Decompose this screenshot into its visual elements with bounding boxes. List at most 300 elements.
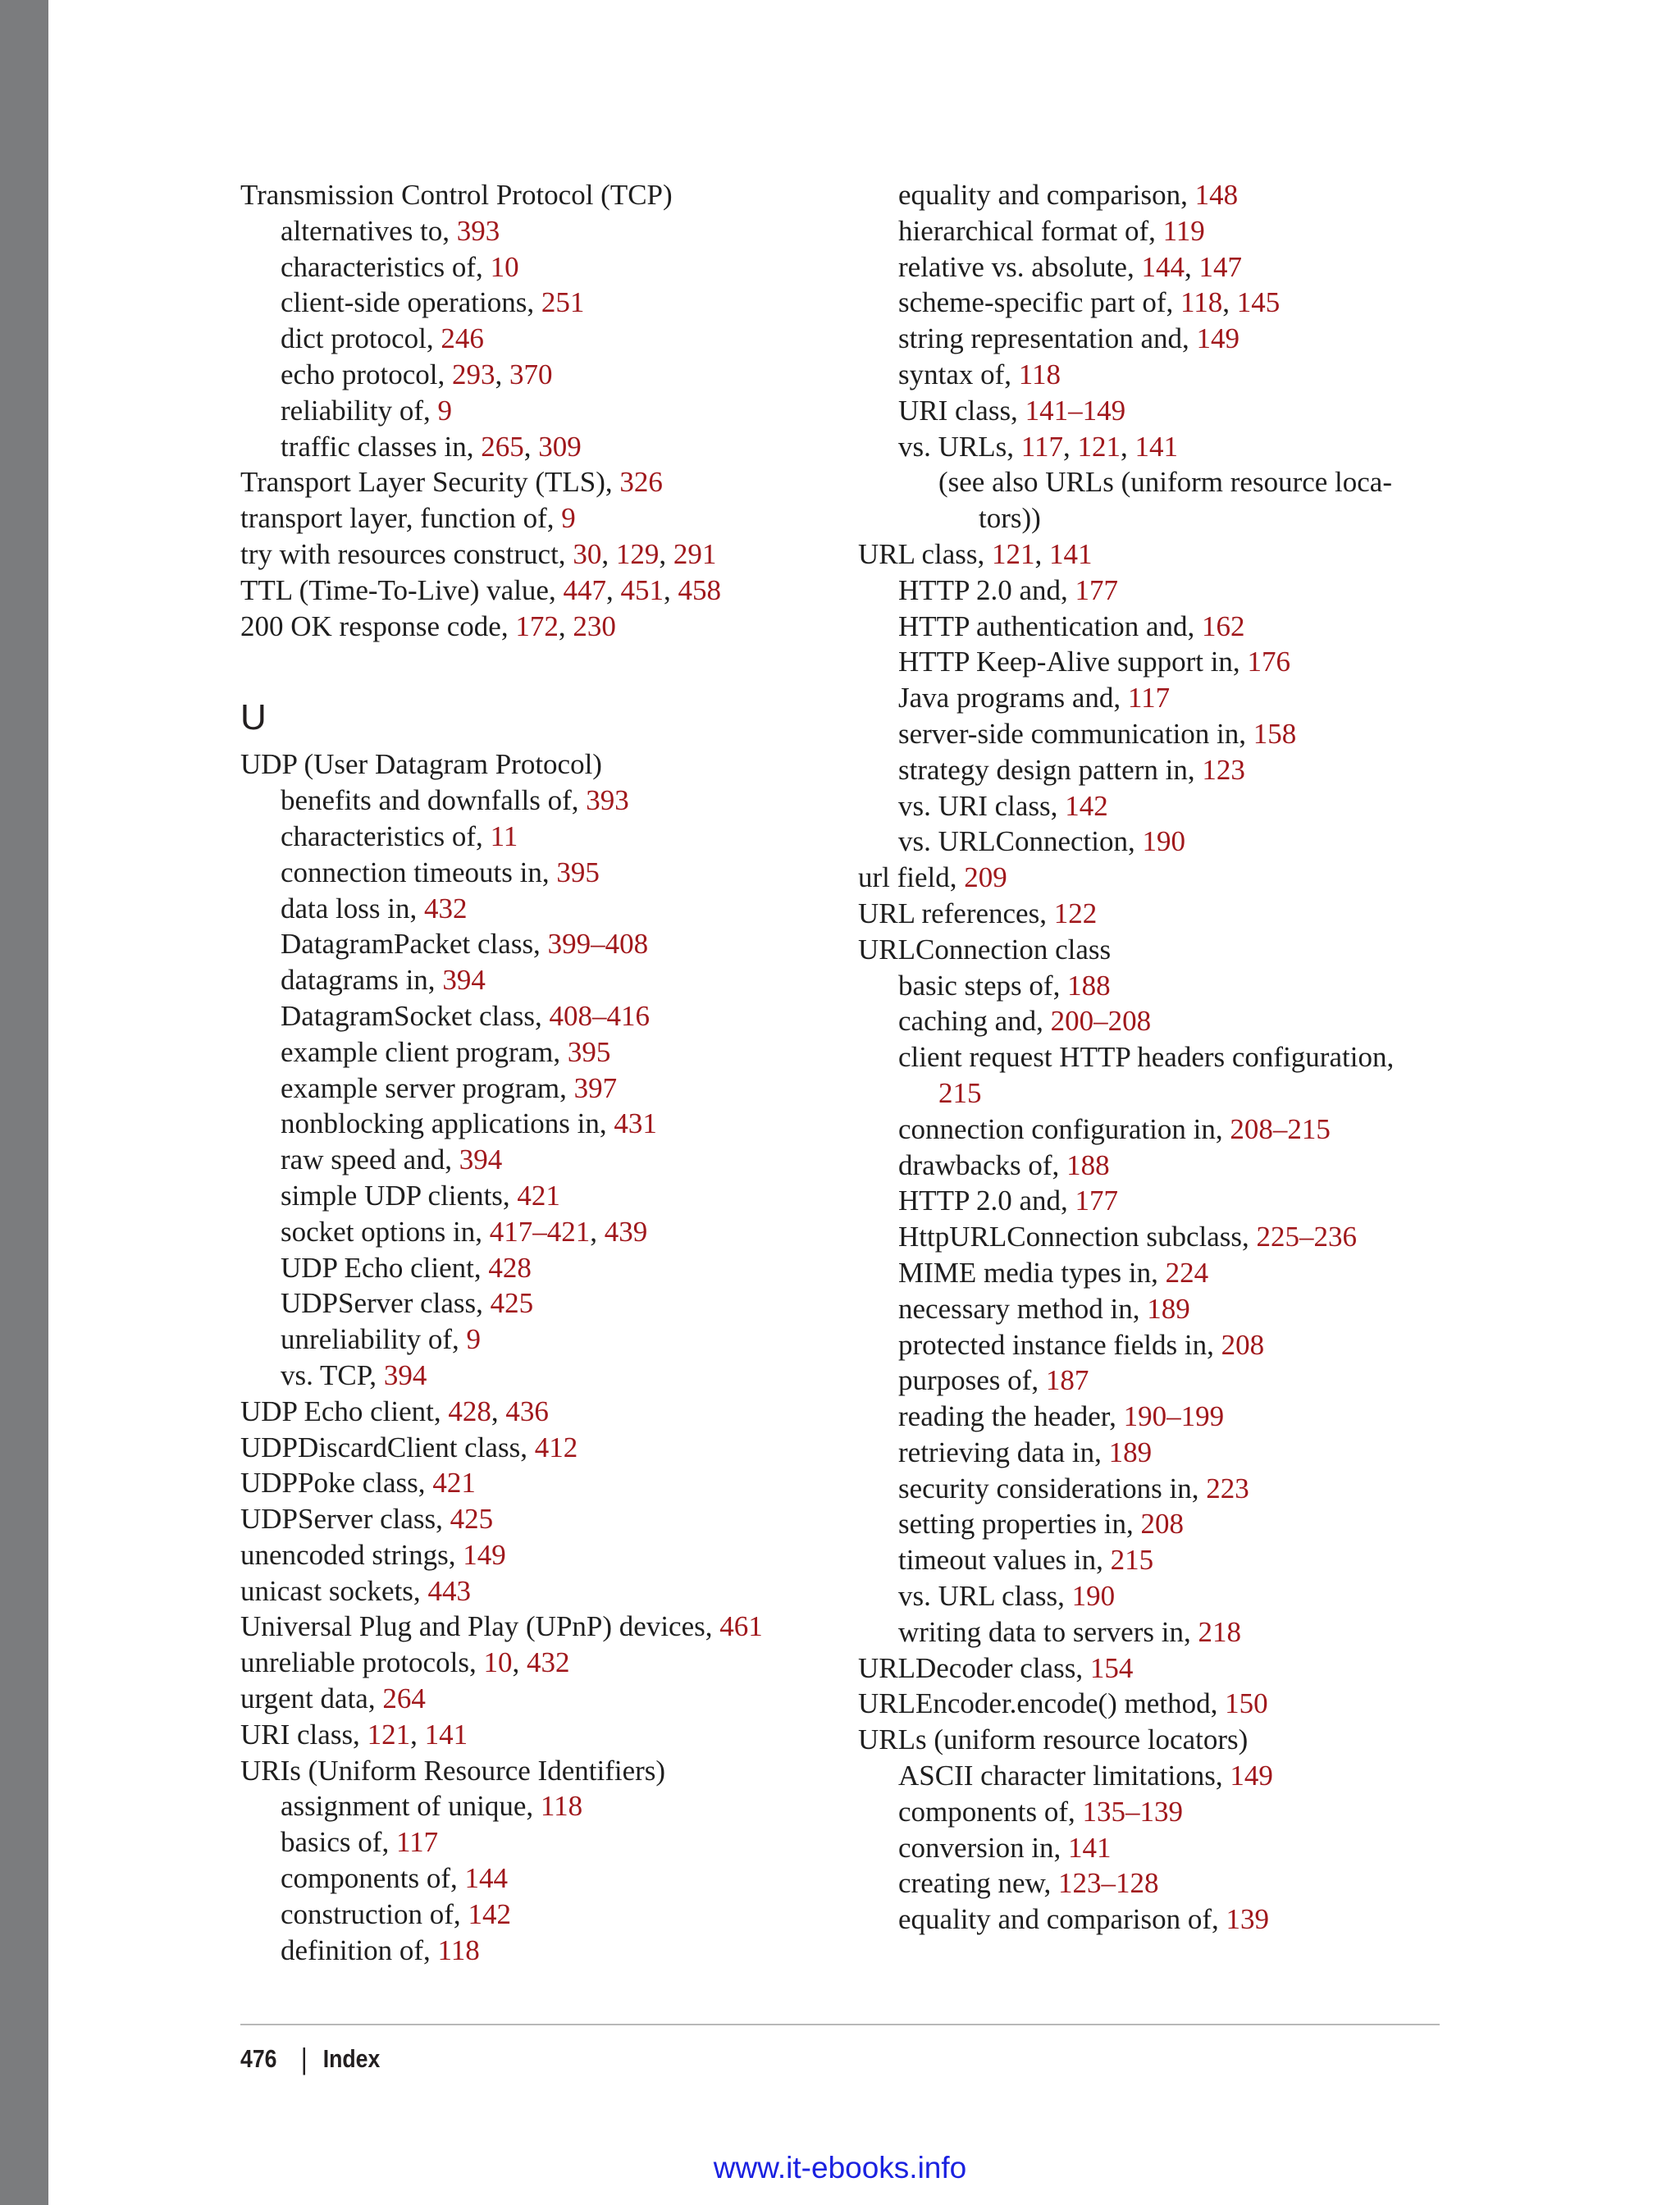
index-term: necessary method in, <box>898 1292 1148 1325</box>
index-entry <box>858 1865 1449 1901</box>
index-entry <box>858 1435 1449 1471</box>
index-term: ASCII character limitations, <box>898 1760 1230 1792</box>
page-reference-link[interactable]: 431 <box>614 1107 657 1140</box>
index-term: conversion in, <box>898 1831 1069 1864</box>
page-reference-link[interactable]: 10 <box>483 1646 513 1679</box>
ref-separator: , <box>601 537 616 570</box>
page-reference-link[interactable]: 394 <box>383 1358 427 1391</box>
index-term: DatagramSocket class, <box>281 999 550 1032</box>
page-reference-link[interactable]: 141 <box>1068 1831 1112 1864</box>
page-reference-link[interactable]: 122 <box>1053 897 1098 929</box>
page-reference-link[interactable]: 135–139 <box>1082 1795 1184 1828</box>
index-entry <box>858 1003 1449 1039</box>
page-reference-link[interactable]: 144 <box>464 1862 509 1895</box>
page-reference-link[interactable]: 428 <box>448 1395 491 1427</box>
page-reference-link[interactable]: 142 <box>1065 789 1108 822</box>
index-term: benefits and downfalls of, <box>281 784 587 817</box>
index-entry <box>858 1901 1449 1938</box>
index-term: basics of, <box>281 1826 396 1859</box>
index-entry <box>858 321 1449 357</box>
index-term: raw speed and, <box>281 1144 459 1176</box>
page-reference-link[interactable]: 189 <box>1147 1292 1190 1325</box>
index-term: reading the header, <box>898 1400 1124 1433</box>
index-entry <box>858 788 1449 824</box>
index-entry <box>858 1722 1449 1758</box>
index-term: data loss in, <box>281 892 424 924</box>
page-reference-link[interactable]: 447 <box>563 573 606 606</box>
index-entry <box>240 429 864 465</box>
index-term: equality and comparison of, <box>898 1903 1226 1936</box>
index-term: nonblocking applications in, <box>281 1107 614 1140</box>
index-entry <box>858 824 1449 860</box>
index-entry <box>240 1214 864 1250</box>
page-reference-link[interactable]: 141 <box>1049 537 1093 570</box>
index-term: definition of, <box>281 1933 438 1966</box>
index-term: caching and, <box>898 1005 1051 1038</box>
index-term: writing data to servers in, <box>898 1615 1198 1648</box>
ref-separator: , <box>663 573 678 606</box>
page-reference-link[interactable]: 208 <box>1221 1328 1265 1361</box>
page-reference-link[interactable]: 123–128 <box>1058 1867 1159 1900</box>
index-entry <box>858 1291 1449 1327</box>
index-term: DatagramPacket class, <box>281 928 548 961</box>
page-reference-link[interactable]: 200–208 <box>1050 1005 1152 1038</box>
index-entry <box>240 1933 864 1969</box>
index-entry <box>858 1363 1449 1399</box>
index-term: hierarchical format of, <box>898 214 1163 247</box>
index-term: (see also URLs (uniform resource loca- <box>938 466 1392 499</box>
index-term: URL class, <box>858 537 992 570</box>
ref-separator: , <box>495 358 509 390</box>
index-entry <box>240 998 864 1034</box>
page-reference-link[interactable]: 458 <box>678 573 721 606</box>
index-term: echo protocol, <box>281 358 452 390</box>
page-reference-link[interactable]: 118 <box>437 1933 480 1966</box>
index-term: Java programs and, <box>898 682 1128 714</box>
index-entry <box>240 1537 864 1573</box>
page-reference-link[interactable]: 436 <box>505 1395 549 1427</box>
page-reference-link[interactable]: 150 <box>1225 1687 1268 1720</box>
index-entry <box>240 1753 864 1789</box>
page-reference-link[interactable]: 149 <box>1196 322 1240 355</box>
page-reference-link[interactable]: 176 <box>1247 646 1290 678</box>
index-term: connection timeouts in, <box>281 856 557 888</box>
page-reference-link[interactable]: 149 <box>1230 1760 1273 1792</box>
index-entry <box>240 393 864 429</box>
index-term: vs. URI class, <box>898 789 1066 822</box>
index-term: reliability of, <box>281 394 438 427</box>
page-reference-link[interactable]: 309 <box>538 430 582 463</box>
index-entry <box>240 1824 864 1860</box>
index-entry <box>858 1148 1449 1184</box>
index-term: example server program, <box>281 1071 574 1104</box>
index-term: urgent data, <box>240 1682 383 1715</box>
page-reference-link[interactable]: 393 <box>456 214 500 247</box>
page-reference-link[interactable]: 119 <box>1162 214 1205 247</box>
index-entry <box>858 860 1449 896</box>
index-entry <box>240 536 864 573</box>
page-reference-link[interactable]: 425 <box>450 1503 494 1536</box>
footer-rule <box>240 2024 1440 2025</box>
index-entry <box>240 609 864 645</box>
ref-separator: , <box>1062 430 1078 463</box>
index-term: dict protocol, <box>281 322 441 355</box>
ref-separator: , <box>1120 430 1135 463</box>
index-entry <box>240 177 864 213</box>
index-term: URLDecoder class, <box>858 1651 1090 1684</box>
page-reference-link[interactable]: 117 <box>1020 430 1063 463</box>
index-entry <box>858 1471 1449 1507</box>
page-reference-link[interactable]: 154 <box>1089 1651 1134 1684</box>
page-reference-link[interactable]: 432 <box>526 1646 570 1679</box>
index-entry <box>858 752 1449 788</box>
index-term: UDP Echo client, <box>281 1251 489 1284</box>
index-entry <box>858 609 1449 645</box>
index-entry <box>240 1322 864 1358</box>
page-reference-link[interactable]: 9 <box>561 502 576 535</box>
index-entry <box>858 680 1449 716</box>
index-entry <box>858 644 1449 680</box>
index-entry <box>858 1650 1449 1687</box>
page-reference-link[interactable]: 417–421 <box>489 1215 591 1248</box>
index-entry <box>858 393 1449 429</box>
index-term: characteristics of, <box>281 819 491 852</box>
index-term: 200 OK response code, <box>240 609 516 642</box>
index-term: components of, <box>281 1862 465 1895</box>
index-entry <box>858 1542 1449 1578</box>
index-term: strategy design pattern in, <box>898 753 1203 786</box>
index-term: Universal Plug and Play (UPnP) devices, <box>240 1610 720 1643</box>
page-reference-link[interactable]: 147 <box>1198 250 1242 283</box>
index-term: URLConnection class <box>858 933 1112 966</box>
page-reference-link[interactable]: 188 <box>1067 969 1111 1002</box>
index-term: unencoded strings, <box>240 1538 463 1571</box>
index-entry <box>240 1788 864 1824</box>
index-entry <box>858 464 1449 500</box>
index-entry <box>240 855 864 891</box>
page-reference-link[interactable]: 264 <box>382 1682 426 1715</box>
page-reference-link[interactable]: 118 <box>540 1790 583 1823</box>
page-reference-link[interactable]: 265 <box>481 430 524 463</box>
page-reference-link[interactable]: 129 <box>615 537 660 570</box>
page-reference-link[interactable]: 190–199 <box>1123 1400 1225 1433</box>
page-reference-link[interactable]: 395 <box>567 1035 611 1068</box>
index-entry <box>240 1717 864 1753</box>
page-reference-link[interactable]: 394 <box>459 1144 503 1176</box>
index-term: components of, <box>898 1795 1083 1828</box>
index-term: Transmission Control Protocol (TCP) <box>240 179 673 211</box>
index-entry <box>240 819 864 855</box>
page-reference-link[interactable]: 177 <box>1075 573 1118 606</box>
page-reference-link[interactable]: 293 <box>451 358 495 390</box>
page-reference-link[interactable]: 461 <box>719 1610 763 1643</box>
index-term: HttpURLConnection subclass, <box>898 1221 1257 1253</box>
page-reference-link[interactable]: 188 <box>1066 1148 1110 1181</box>
index-entry <box>858 1794 1449 1830</box>
index-entry <box>240 1573 864 1609</box>
index-term: vs. TCP, <box>281 1358 384 1391</box>
index-term: URLEncoder.encode() method, <box>858 1687 1226 1720</box>
page-reference-link[interactable]: 428 <box>488 1251 532 1284</box>
page-reference-link[interactable]: 393 <box>586 784 629 817</box>
index-entry <box>240 1860 864 1897</box>
page-reference-link[interactable]: 144 <box>1141 250 1185 283</box>
page-reference-link[interactable]: 162 <box>1202 609 1245 642</box>
index-term: TTL (Time-To-Live) value, <box>240 573 564 606</box>
index-term: security considerations in, <box>898 1472 1207 1504</box>
index-term: timeout values in, <box>898 1544 1111 1577</box>
index-entry <box>240 464 864 500</box>
footer-section-title: Index <box>322 2044 381 2073</box>
index-entry <box>240 500 864 536</box>
index-term: vs. URLs, <box>898 430 1021 463</box>
index-term: scheme-specific part of, <box>898 286 1181 319</box>
ref-separator: , <box>590 1215 605 1248</box>
page-reference-link[interactable]: 421 <box>517 1179 560 1212</box>
page-reference-link[interactable]: 123 <box>1202 753 1245 786</box>
page-edge-bar <box>0 0 48 2205</box>
index-term: URIs (Uniform Resource Identifiers) <box>240 1754 666 1787</box>
page-number: 476 <box>240 2044 277 2073</box>
index-term: syntax of, <box>898 358 1019 390</box>
index-entry <box>858 1112 1449 1148</box>
page-reference-link[interactable]: 425 <box>490 1287 534 1320</box>
index-term: purposes of, <box>898 1364 1046 1397</box>
ref-separator: , <box>558 609 573 642</box>
page-reference-link[interactable]: 215 <box>1110 1544 1154 1577</box>
index-term: traffic classes in, <box>281 430 482 463</box>
page-reference-link[interactable]: 218 <box>1198 1615 1241 1648</box>
page-reference-link[interactable]: 408–416 <box>549 999 651 1032</box>
page-reference-link[interactable]: 190 <box>1142 825 1185 858</box>
index-entry <box>858 1255 1449 1291</box>
page-reference-link[interactable]: 224 <box>1165 1256 1209 1289</box>
index-entry <box>240 1034 864 1071</box>
index-entry <box>858 716 1449 752</box>
index-entry <box>858 536 1449 573</box>
index-term: client-side operations, <box>281 286 541 319</box>
page-reference-link[interactable]: 291 <box>673 537 717 570</box>
index-column-right <box>858 177 1449 1938</box>
page-reference-link[interactable]: 177 <box>1075 1185 1118 1217</box>
index-entry <box>240 1465 864 1501</box>
index-term: string representation and, <box>898 322 1197 355</box>
page-reference-link[interactable]: 397 <box>573 1071 618 1104</box>
page-reference-link[interactable]: 399–408 <box>547 928 649 961</box>
index-term: connection configuration in, <box>898 1112 1230 1145</box>
index-term: url field, <box>858 861 965 894</box>
page-reference-link[interactable]: 187 <box>1045 1364 1089 1397</box>
index-entry <box>240 1106 864 1142</box>
page-reference-link[interactable]: 148 <box>1194 179 1239 211</box>
index-entry <box>240 1645 864 1681</box>
ref-separator: , <box>1034 537 1049 570</box>
index-entry <box>240 746 864 783</box>
index-term: transport layer, function of, <box>240 502 562 535</box>
index-term: URI class, <box>898 394 1025 427</box>
index-column-left <box>240 177 864 1968</box>
index-term: Transport Layer Security (TLS), <box>240 466 620 499</box>
page-reference-link[interactable]: 118 <box>1180 286 1223 319</box>
index-entry <box>858 1830 1449 1866</box>
index-entry <box>240 1142 864 1178</box>
ref-separator: , <box>659 537 673 570</box>
index-term: characteristics of, <box>281 250 491 283</box>
page-reference-link[interactable]: 251 <box>541 286 585 319</box>
page-reference-link[interactable]: 215 <box>938 1076 982 1109</box>
page-reference-link[interactable]: 326 <box>619 466 663 499</box>
page-reference-link[interactable]: 141 <box>1134 430 1178 463</box>
index-entry <box>240 321 864 357</box>
index-term: equality and comparison, <box>898 179 1195 211</box>
page-reference-link[interactable]: 145 <box>1236 286 1281 319</box>
index-entry <box>240 1501 864 1537</box>
index-term: URLs (uniform resource locators) <box>858 1723 1249 1756</box>
index-term: UDPServer class, <box>281 1287 491 1320</box>
index-entry <box>858 357 1449 393</box>
index-term: UDPServer class, <box>240 1503 450 1536</box>
index-entry <box>858 285 1449 321</box>
page-reference-link[interactable]: 439 <box>604 1215 648 1248</box>
index-entry <box>858 968 1449 1004</box>
page-reference-link[interactable]: 121 <box>1077 430 1121 463</box>
index-term: setting properties in, <box>898 1508 1141 1541</box>
page-reference-link[interactable]: 121 <box>367 1718 411 1751</box>
index-term: protected instance fields in, <box>898 1328 1221 1361</box>
ref-separator: , <box>1222 286 1237 319</box>
index-entry <box>240 783 864 819</box>
index-entry <box>240 573 864 609</box>
index-term: UDP Echo client, <box>240 1395 449 1427</box>
index-term: server-side communication in, <box>898 717 1253 750</box>
index-entry <box>240 249 864 285</box>
page-reference-link[interactable]: 394 <box>442 964 486 997</box>
page-reference-link[interactable]: 11 <box>490 819 518 852</box>
ref-separator: , <box>1184 250 1199 283</box>
index-entry <box>240 1609 864 1645</box>
page-reference-link[interactable]: 158 <box>1253 717 1297 750</box>
page-reference-link[interactable]: 370 <box>509 358 553 390</box>
index-term: socket options in, <box>281 1215 490 1248</box>
page-reference-link[interactable]: 246 <box>441 322 484 355</box>
index-term: HTTP authentication and, <box>898 609 1202 642</box>
index-entry <box>240 1250 864 1286</box>
page-reference-link[interactable]: 9 <box>437 394 452 427</box>
ref-separator: , <box>523 430 539 463</box>
page-reference-link[interactable]: 30 <box>573 537 602 570</box>
page-reference-link[interactable]: 10 <box>490 250 519 283</box>
index-term: try with resources construct, <box>240 537 573 570</box>
page-reference-link[interactable]: 9 <box>466 1323 481 1356</box>
index-entry <box>858 249 1449 285</box>
footer-separator: | <box>300 2042 308 2075</box>
index-entry <box>858 1075 1449 1112</box>
page-reference-link[interactable]: 117 <box>1127 682 1171 714</box>
index-entry <box>858 1614 1449 1650</box>
index-entry <box>240 1897 864 1933</box>
index-entry <box>858 1578 1449 1614</box>
page-footer <box>240 2041 380 2077</box>
page-reference-link[interactable]: 190 <box>1071 1580 1116 1613</box>
index-term: tors)) <box>979 502 1041 535</box>
page-reference-link[interactable]: 142 <box>468 1897 511 1930</box>
index-term: vs. URLConnection, <box>898 825 1143 858</box>
watermark-link[interactable]: www.it-ebooks.info <box>713 2151 967 2184</box>
index-term: construction of, <box>281 1897 468 1930</box>
page-reference-link[interactable]: 208 <box>1140 1508 1185 1541</box>
page-reference-link[interactable]: 230 <box>573 609 616 642</box>
index-entry <box>858 1758 1449 1794</box>
page-reference-link[interactable]: 141–149 <box>1025 394 1126 427</box>
page-reference-link[interactable]: 189 <box>1108 1436 1153 1468</box>
index-entry <box>858 429 1449 465</box>
page-reference-link[interactable]: 421 <box>432 1467 476 1500</box>
page-reference-link[interactable]: 223 <box>1206 1472 1249 1504</box>
index-entry <box>858 573 1449 609</box>
index-entry <box>240 1394 864 1430</box>
page-reference-link[interactable]: 209 <box>964 861 1007 894</box>
page-reference-link[interactable]: 432 <box>423 892 468 924</box>
index-entry <box>858 1399 1449 1435</box>
page-reference-link[interactable]: 121 <box>992 537 1035 570</box>
page-reference-link[interactable]: 118 <box>1018 358 1061 390</box>
index-entry <box>858 1039 1449 1075</box>
index-entry <box>858 1506 1449 1542</box>
index-term: example client program, <box>281 1035 568 1068</box>
page-reference-link[interactable]: 149 <box>463 1538 506 1571</box>
index-term: assignment of unique, <box>281 1790 541 1823</box>
index-entry <box>858 1327 1449 1363</box>
index-entry <box>240 1285 864 1322</box>
index-entry <box>240 357 864 393</box>
page-reference-link[interactable]: 443 <box>427 1574 471 1607</box>
page-reference-link[interactable]: 225–236 <box>1256 1221 1357 1253</box>
index-term: simple UDP clients, <box>281 1179 518 1212</box>
ref-separator: , <box>512 1646 527 1679</box>
index-term: alternatives to, <box>281 214 457 247</box>
index-entry <box>240 891 864 927</box>
index-entry <box>240 962 864 998</box>
index-term: client request HTTP headers configuration, <box>898 1041 1395 1074</box>
index-entry <box>240 1430 864 1466</box>
page-reference-link[interactable]: 451 <box>620 573 664 606</box>
page-reference-link[interactable]: 117 <box>395 1826 439 1859</box>
page-reference-link[interactable]: 172 <box>515 609 559 642</box>
index-entry <box>858 1686 1449 1722</box>
index-term: unicast sockets, <box>240 1574 428 1607</box>
page-reference-link[interactable]: 395 <box>556 856 600 888</box>
index-term: HTTP 2.0 and, <box>898 573 1075 606</box>
page-reference-link[interactable]: 208–215 <box>1230 1112 1331 1145</box>
index-term: UDP (User Datagram Protocol) <box>240 748 602 781</box>
index-term: unreliability of, <box>281 1323 467 1356</box>
index-entry <box>240 1178 864 1214</box>
page-reference-link[interactable]: 139 <box>1226 1903 1269 1936</box>
section-heading: U <box>240 697 267 738</box>
index-term: HTTP 2.0 and, <box>898 1185 1075 1217</box>
index-term: relative vs. absolute, <box>898 250 1142 283</box>
index-entry <box>240 1071 864 1107</box>
index-entry <box>858 1219 1449 1255</box>
index-entry <box>240 1681 864 1717</box>
index-term: URI class, <box>240 1718 368 1751</box>
index-entry <box>858 213 1449 249</box>
page-reference-link[interactable]: 141 <box>424 1718 468 1751</box>
page-reference-link[interactable]: 412 <box>534 1431 578 1463</box>
ref-separator: , <box>491 1395 506 1427</box>
index-term: UDPPoke class, <box>240 1467 433 1500</box>
index-term: UDPDiscardClient class, <box>240 1431 535 1463</box>
